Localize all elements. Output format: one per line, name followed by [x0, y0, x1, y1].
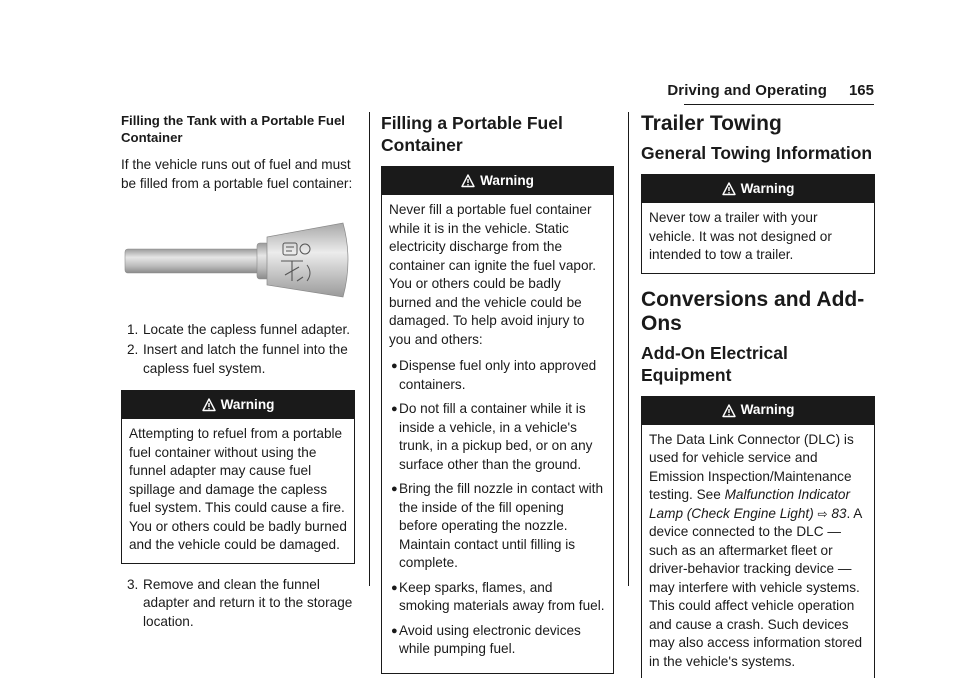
warning-header: [122, 391, 354, 419]
steps-list-a: [121, 321, 355, 379]
warning-header: [642, 397, 874, 425]
page-number: 165: [848, 82, 874, 99]
heading-general-towing: General Towing Information: [641, 143, 873, 163]
warning-title: Warning: [740, 180, 795, 196]
warning-body: [642, 425, 874, 678]
warning-text: [649, 431, 867, 672]
warning-title: Warning: [480, 172, 534, 188]
bullet-text: Bring the fill nozzle in contact with the inside of the fill opening before operating the nozzle. Maintain contact until filling is complete.: [399, 481, 604, 570]
warning-triangle-icon: [461, 174, 475, 188]
column-divider: [369, 112, 370, 586]
warning-box-static: [381, 166, 614, 674]
bullet-icon: ●: [391, 403, 398, 415]
bullet-text: Avoid using electronic devices while pumping fuel.: [399, 622, 581, 656]
warning-triangle-icon: [722, 182, 736, 196]
column-2: [381, 112, 614, 678]
warning-text: Never fill a portable fuel container while it is in the vehicle. Static electricity discharge from the container can ignite the fuel vapor. You or others could be badly burned and the vehicle could be damaged. To help avoid injury to you and others:: [389, 202, 597, 347]
list-item: [389, 480, 606, 573]
bullet-icon: ●: [391, 581, 398, 594]
cross-reference-link[interactable]: Malfunction Indicator Lamp (Check Engine Light): [649, 487, 851, 521]
bullet-icon: ●: [391, 483, 398, 495]
list-item: [389, 357, 606, 394]
step-text: Locate the capless funnel adapter.: [143, 321, 351, 337]
bullet-text: Keep sparks, flames, and smoking materials away from fuel.: [399, 579, 605, 613]
warning-triangle-icon: [202, 398, 216, 412]
step-number: 2.: [127, 342, 139, 357]
reference-page-number[interactable]: 83: [831, 505, 847, 521]
portable-fuel-subhead: Filling the Tank with a Portable Fuel Container: [121, 113, 345, 145]
heading-trailer-towing: Trailer Towing: [641, 112, 782, 135]
list-item: [121, 341, 355, 378]
capless-funnel-adapter-illustration: [121, 217, 355, 303]
step-number: 3.: [127, 576, 139, 592]
warning-text-a: The Data Link Connector (DLC) is used for vehicle service and Emission Inspection/Maintenance testing. See: [649, 431, 854, 502]
warning-box-dlc: [641, 396, 875, 678]
warning-bullets: [389, 357, 606, 659]
step-text: Remove and clean the funnel adapter and return it to the storage location.: [143, 576, 353, 629]
page-header: [667, 82, 874, 99]
warning-triangle-icon: [722, 404, 736, 418]
intro-paragraph: If the vehicle runs out of fuel and must be filled from a portable fuel container:: [121, 157, 353, 191]
list-item: [121, 321, 355, 340]
heading-addon-electrical: Add-On Electrical Equipment: [641, 342, 788, 385]
warning-text: Attempting to refuel from a portable fuel container without using the funnel adapter may cause fuel spillage and damage the capless fuel system. This could cause a fire. You or others could be badly burned and the vehicle could be damaged.: [129, 426, 347, 552]
list-item: [389, 622, 606, 659]
step-number: 1.: [127, 321, 139, 337]
step-text: Insert and latch the funnel into the capless fuel system.: [143, 342, 348, 376]
bullet-icon: ●: [391, 360, 398, 372]
list-item: [121, 576, 355, 632]
header-rule: [684, 104, 874, 105]
warning-title: Warning: [740, 402, 795, 418]
page-reference-arrow-icon: ⇨: [817, 506, 828, 521]
list-item: [389, 400, 606, 474]
warning-body: [642, 203, 874, 273]
steps-list-b: [121, 576, 355, 632]
warning-text: Never tow a trailer with your vehicle. It was not designed or intended to tow a trailer.: [649, 210, 832, 262]
warning-box-towing: [641, 174, 875, 274]
warning-header: [382, 167, 613, 195]
warning-text-b: . A device connected to the DLC — such as an aftermarket fleet or driver-behavior tracking device — may interfere with vehicle systems. This could affect vehicle operation and cause a crash. Such devices may also access information stored in the vehicle's systems.: [649, 505, 863, 669]
warning-body: [382, 195, 613, 673]
column-3: [641, 112, 875, 678]
section-title: Driving and Operating: [667, 82, 827, 99]
column-divider: [628, 112, 629, 586]
bullet-icon: ●: [391, 624, 398, 637]
bullet-text: Dispense fuel only into approved containers.: [399, 358, 597, 392]
column-1: [121, 112, 355, 643]
warning-body: [122, 419, 354, 563]
list-item: [389, 579, 606, 616]
warning-header: [642, 175, 874, 203]
heading-filling-portable-container: Filling a Portable Fuel Container: [381, 113, 563, 155]
warning-title: Warning: [220, 396, 275, 412]
warning-box-refuel: [121, 390, 355, 564]
heading-conversions: Conversions and Add-Ons: [641, 287, 865, 335]
bullet-text: Do not fill a container while it is inside a vehicle, in a vehicle's trunk, in a pickup bed, or on any surface other than the ground.: [399, 401, 593, 472]
